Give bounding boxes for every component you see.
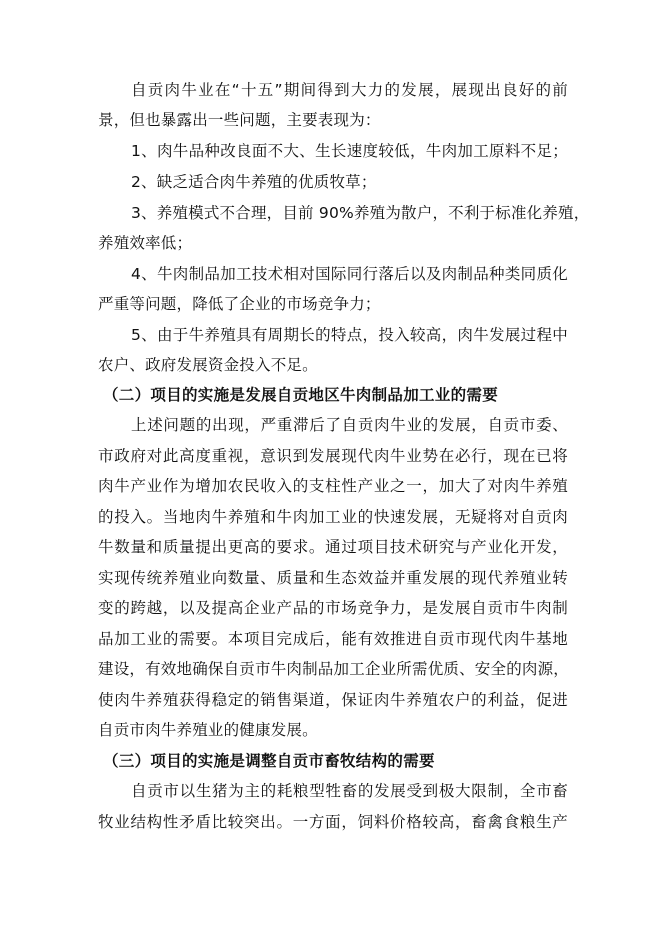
section-heading: （三）项目的实施是调整自贡市畜牧结构的需要: [103, 752, 435, 770]
list-item-continuation: 养殖效率低；: [98, 234, 193, 252]
paragraph-line: 使肉牛养殖获得稳定的销售渠道，保证肉牛养殖农户的利益，促进: [98, 691, 568, 709]
list-item: 4、牛肉制品加工技术相对国际同行落后以及肉制品种类同质化: [131, 265, 568, 283]
paragraph-line: 景，但也暴露出一些问题，主要表现为：: [98, 111, 381, 129]
paragraph-line: 建设，有效地确保自贡市牛肉制品加工企业所需优质、安全的肉源，: [98, 660, 570, 678]
list-item-continuation: 农户、政府发展资金投入不足。: [98, 356, 318, 374]
paragraph-line: 上述问题的出现，严重滞后了自贡肉牛业的发展，自贡市委、: [131, 416, 568, 434]
list-item: 3、养殖模式不合理，目前 90%养殖为散户，不利于标准化养殖，: [131, 204, 590, 222]
paragraph-line: 实现传统养殖业向数量、质量和生态效益并重发展的现代养殖业转: [98, 569, 568, 587]
list-item: 2、缺乏适合肉牛养殖的优质牧草；: [131, 173, 377, 191]
paragraph-line: 肉牛产业作为增加农民收入的支柱性产业之一，加大了对肉牛养殖: [98, 477, 568, 495]
section-heading: （二）项目的实施是发展自贡地区牛肉制品加工业的需要: [103, 386, 499, 404]
paragraph-line: 市政府对此高度重视，意识到发展现代肉牛业势在必行，现在已将: [98, 447, 568, 465]
list-item: 5、由于牛养殖具有周期长的特点，投入较高，肉牛发展过程中: [131, 326, 568, 344]
paragraph-line: 自贡市以生猪为主的耗粮型牲畜的发展受到极大限制，全市畜: [131, 782, 568, 800]
paragraph-line: 自贡肉牛业在“十五”期间得到大力的发展，展现出良好的前: [131, 81, 568, 99]
list-item: 1、肉牛品种改良面不大、生长速度较低，牛肉加工原料不足；: [131, 142, 568, 160]
paragraph-line: 牛数量和质量提出更高的要求。通过项目技术研究与产业化开发，: [98, 538, 568, 556]
paragraph-line: 品加工业的需要。本项目完成后，能有效推进自贡市现代肉牛基地: [98, 630, 568, 648]
paragraph-line: 自贡市肉牛养殖业的健康发展。: [98, 721, 318, 739]
paragraph-line: 的投入。当地肉牛养殖和牛肉加工业的快速发展，无疑将对自贡肉: [98, 508, 568, 526]
paragraph-line: 牧业结构性矛盾比较突出。一方面，饲料价格较高，畜禽食粮生产: [98, 813, 568, 831]
paragraph-line: 变的跨越，以及提高企业产品的市场竞争力，是发展自贡市牛肉制: [98, 599, 568, 617]
list-item-continuation: 严重等问题，降低了企业的市场竞争力；: [98, 295, 381, 313]
